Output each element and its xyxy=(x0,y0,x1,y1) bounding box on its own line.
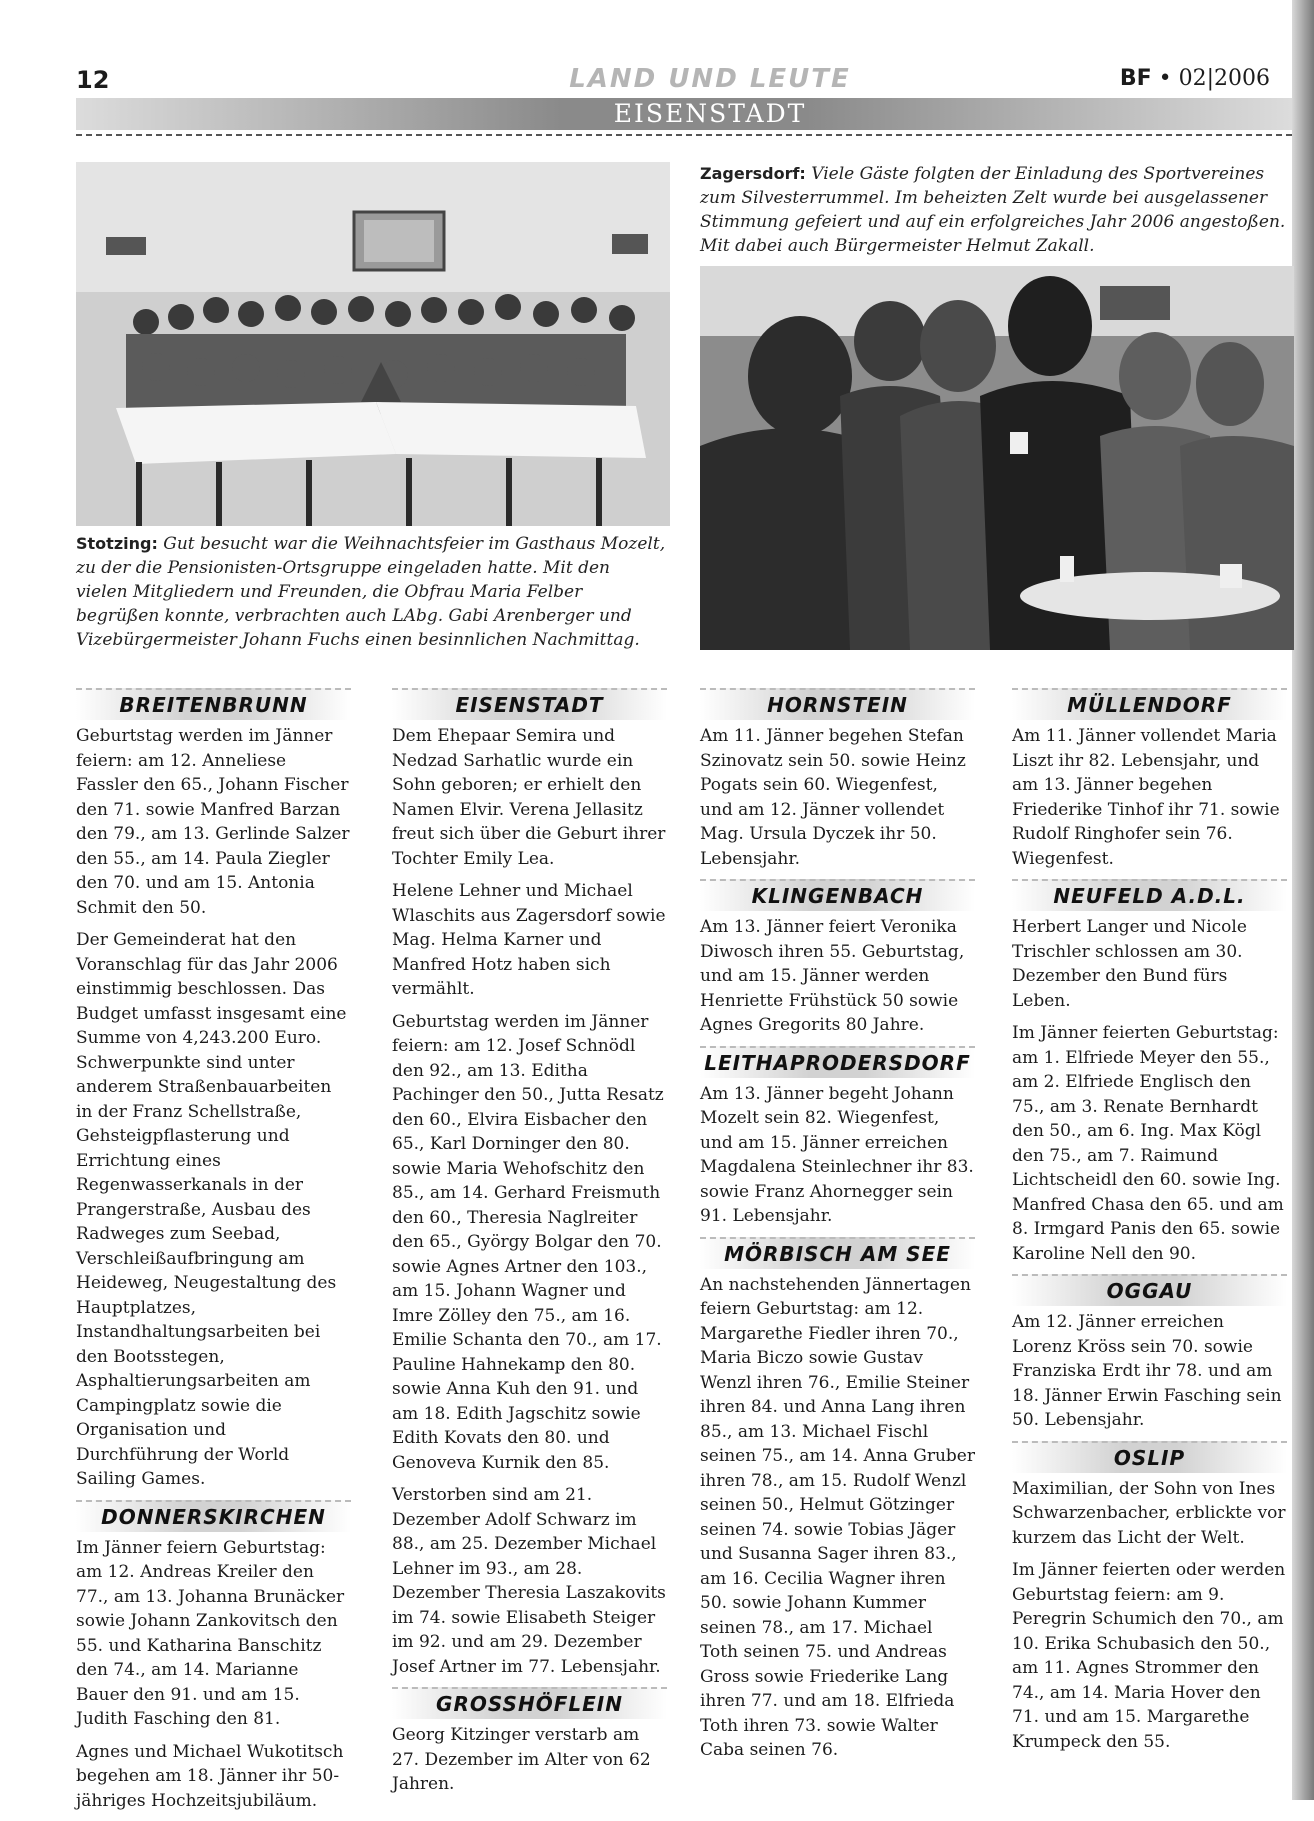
column-1 xyxy=(76,688,351,1821)
article-paragraph: Verstorben sind am 21. Dezember Adolf Schwarz im 88., am 25. Dezember Michael Lehner im 93., am 28. Dezember Theresia Laszakovits im 74. sowie Elisabeth Steiger im 92. und am 29. Dezember Josef Artner im 77. Lebensjahr. xyxy=(392,1485,666,1677)
photo-stotzing xyxy=(76,162,670,526)
region-label: EISENSTADT xyxy=(613,99,807,128)
issue-number: • 02|2006 xyxy=(1158,66,1270,91)
page-number: 12 xyxy=(76,66,110,94)
article-paragraph: Georg Kitzinger verstarb am 27. Dezember im Alter von 62 Jahren. xyxy=(392,1725,651,1794)
caption-stotzing xyxy=(76,532,666,652)
article-paragraph: Maximilian, der Sohn von Ines Schwarzenbacher, erblickte vor kurzem das Licht der Welt. xyxy=(1012,1478,1286,1548)
heading-breitenbrunn: BREITENBRUNN xyxy=(76,688,351,720)
article-paragraph: Herbert Langer und Nicole Trischler schlossen am 30. Dezember den Bund fürs Leben. xyxy=(1012,917,1247,1011)
caption-text: Viele Gäste folgten der Einladung des Sportvereines zum Silvesterrummel. Im beheizten Zelt wurde bei ausgelassener Stimmung gefeiert und auf ein erfolgreiches Jahr 2006 angestoßen. Mit dabei auch Bürgermeister Helmut Zakall. xyxy=(700,164,1286,256)
article-paragraph: Am 13. Jänner begeht Johann Mozelt sein 82. Wiegenfest, und am 15. Jänner erreichen Magdalena Steinlechner ihr 83. sowie Franz Ahornegger sein 91. Lebensjahr. xyxy=(700,1083,974,1226)
article-paragraph: Am 11. Jänner begehen Stefan Szinovatz sein 50. sowie Heinz Pogats sein 60. Wiegenfest, und am 12. Jänner vollendet Mag. Ursula Dyczek ihr 50. Lebensjahr. xyxy=(700,726,966,869)
heading-donnerskirchen: DONNERSKIRCHEN xyxy=(76,1500,351,1532)
article-paragraph: Im Jänner feierten Geburtstag: am 1. Elfriede Meyer den 55., am 2. Elfriede Englisch den 75., am 3. Renate Bernhardt den 50., am 6. Ing. Max Kögl den 75., am 7. Raimund Lichtscheidl den 60. sowie Ing. Manfred Chasa den 65. und am 8. Irmgard Panis den 65. sowie Karoline Nell den 90. xyxy=(1012,1023,1284,1264)
article-paragraph: Agnes und Michael Wukotitsch begehen am 18. Jänner ihr 50-jähriges Hochzeitsjubiläum. xyxy=(76,1741,344,1811)
caption-place: Zagersdorf: xyxy=(700,164,806,183)
header-rule xyxy=(76,134,1292,136)
caption-place: Stotzing: xyxy=(76,534,158,553)
article-paragraph: Geburtstag werden im Jänner feiern: am 12. Josef Schnödl den 92., am 13. Editha Pachinger den 50., Jutta Resatz den 60., Elvira Eisbacher den 65., Karl Dorninger den 80. sowie Maria Wehofschitz den 85., am 14. Gerhard Freismuth den 60., Theresia Naglreiter den 65., György Bolgar den 70. sowie Agnes Artner den 103., am 15. Johann Wagner und Imre Zölley den 75., am 16. Emilie Schanta den 70., am 17. Pauline Hahnekamp den 80. sowie Anna Kuh den 91. und am 18. Edith Jagschitz sowie Edith Kovats den 80. und Genoveva Kurnik den 85. xyxy=(392,1011,664,1473)
article-paragraph: Im Jänner feierten oder werden Geburtstag feiern: am 9. Peregrin Schumich den 70., am 10. Erika Schubasich den 50., am 11. Agnes Strommer den 74., am 14. Maria Hover den 71. und am 15. Margarethe Krumpeck den 55. xyxy=(1012,1560,1286,1752)
article-paragraph: An nachstehenden Jännertagen feiern Geburtstag: am 12. Margarethe Fiedler ihren 70., Maria Biczo sowie Gustav Wenzl ihren 76., Emilie Steiner ihren 84. und Anna Lang ihren 85., am 13. Michael Fischl seinen 75., am 14. Anna Gruber ihren 78., am 15. Rudolf Wenzl seinen 50., Helmut Götzinger seinen 74. sowie Tobias Jäger und Susanna Sager ihren 83., am 16. Cecilia Wagner ihren 50. sowie Johann Kummer seinen 78., am 17. Michael Toth seinen 75. und Andreas Gross sowie Friederike Lang ihren 77. und am 18. Elfrieda Toth ihren 73. sowie Walter Caba seinen 76. xyxy=(700,1274,975,1760)
photo-zagersdorf xyxy=(700,266,1294,650)
heading-neufeld: NEUFELD A.D.L. xyxy=(1012,879,1287,911)
heading-oslip: OSLIP xyxy=(1012,1441,1287,1473)
article-paragraph: Dem Ehepaar Semira und Nedzad Sarhatlic wurde ein Sohn geboren; er erhielt den Namen Elvir. Verena Jellasitz freut sich über die Geburt ihrer Tochter Emily Lea. xyxy=(392,726,666,869)
column-4 xyxy=(1012,688,1287,1762)
article-paragraph: Der Gemeinderat hat den Voranschlag für das Jahr 2006 einstimmig beschlossen. Das Budget umfasst insgesamt eine Summe von 4,243.200 Euro. Schwerpunkte sind unter anderem Straßenbauarbeiten in der Franz Schellstraße, Gehsteigpflasterung und Errichtung eines Regenwasserkanals in der Prangerstraße, Ausbau des Radweges zum Seebad, Verschleißaufbringung am Heideweg, Neugestaltung des Hauptplatzes, Instandhaltungsarbeiten bei den Bootsstegen, Asphaltierungsarbeiten am Campingplatz sowie die Organisation und Durchführung der World Sailing Games. xyxy=(76,930,347,1489)
heading-hornstein: HORNSTEIN xyxy=(700,688,975,720)
heading-moerbisch: MÖRBISCH AM SEE xyxy=(700,1237,975,1269)
section-label: LAND UND LEUTE xyxy=(569,64,851,94)
heading-eisenstadt: EISENSTADT xyxy=(392,688,667,720)
issue-label xyxy=(1120,66,1270,91)
heading-leithaprodersdorf: LEITHAPRODERSDORF xyxy=(700,1046,975,1078)
heading-oggau: OGGAU xyxy=(1012,1274,1287,1306)
article-paragraph: Im Jänner feiern Geburtstag: am 12. Andreas Kreiler den 77., am 13. Johanna Brunäcker sowie Johann Zankovitsch den 55. und Katharina Banschitz den 74., am 14. Marianne Bauer den 91. und am 15. Judith Fasching den 81. xyxy=(76,1537,345,1729)
caption-text: Gut besucht war die Weihnachtsfeier im Gasthaus Mozelt, zu der die Pensionisten-Ortsgruppe eingeladen hatte. Mit den vielen Mitgliedern und Freunden, die Obfrau Maria Felber begrüßen konnte, verbrachten auch LAbg. Gabi Arenberger und Vizebürgermeister Johann Fuchs einen besinnlichen Nachmittag. xyxy=(76,534,666,650)
article-paragraph: Am 12. Jänner erreichen Lorenz Kröss sein 70. sowie Franziska Erdt ihr 78. und am 18. Jänner Erwin Fasching sein 50. Lebensjahr. xyxy=(1012,1312,1282,1430)
article-paragraph: Am 13. Jänner feiert Veronika Diwosch ihren 55. Geburtstag, und am 15. Jänner werden Henriette Frühstück 50 sowie Agnes Gregorits 80 Jahre. xyxy=(700,917,965,1035)
page-edge-shadow xyxy=(1292,0,1314,1800)
column-3 xyxy=(700,688,975,1771)
article-paragraph: Geburtstag werden im Jänner feiern: am 12. Anneliese Fassler den 65., Johann Fischer den 71. sowie Manfred Barzan den 79., am 13. Gerlinde Salzer den 55., am 14. Paula Ziegler den 70. und am 15. Antonia Schmit den 50. xyxy=(76,726,350,918)
caption-zagersdorf xyxy=(700,162,1290,258)
brand-label: BF xyxy=(1119,66,1152,91)
heading-muellendorf: MÜLLENDORF xyxy=(1012,688,1287,720)
article-paragraph: Am 11. Jänner vollendet Maria Liszt ihr 82. Lebensjahr, und am 13. Jänner begehen Friederike Tinhof ihr 71. sowie Rudolf Ringhofer sein 76. Wiegenfest. xyxy=(1012,726,1280,869)
column-2 xyxy=(392,688,667,1805)
article-paragraph: Helene Lehner und Michael Wlaschits aus Zagersdorf sowie Mag. Helma Karner und Manfred Hotz haben sich vermählt. xyxy=(392,881,666,999)
heading-klingenbach: KLINGENBACH xyxy=(700,879,975,911)
heading-grosshoeflein: GROSSHÖFLEIN xyxy=(392,1687,667,1719)
